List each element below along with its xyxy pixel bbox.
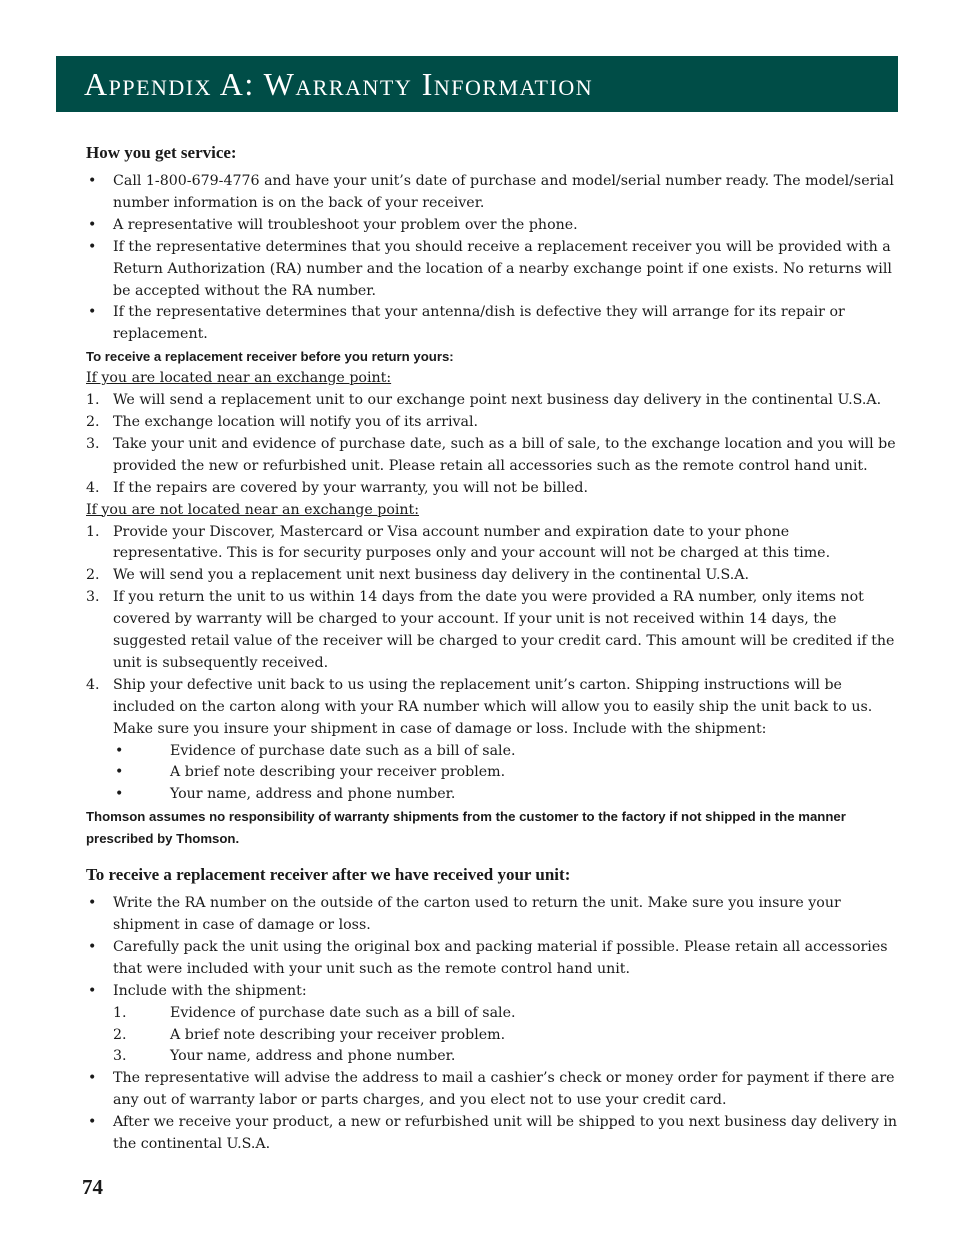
- numbered-item-text: We will send you a replacement unit next business day delivery in the continental U.S.A.: [113, 567, 750, 584]
- list-item: [86, 1068, 898, 1112]
- page-title: Appendix A: Warranty Information: [84, 65, 594, 102]
- numbered-item: [86, 390, 898, 412]
- bullet-marker: •: [88, 238, 97, 255]
- numbered-item: [86, 478, 898, 500]
- sub-list-item: [86, 1046, 898, 1068]
- list-item: [86, 893, 898, 937]
- number-marker: 2.: [86, 567, 100, 584]
- subsection-label-not-near-exchange: If you are not located near an exchange point:: [86, 501, 420, 518]
- sub-list-item-text: Evidence of purchase date such as a bill of sale.: [170, 742, 516, 759]
- bullet-marker: •: [88, 1070, 97, 1087]
- sub-list-item: [86, 784, 898, 806]
- number-marker: 2.: [113, 1026, 127, 1043]
- bullet-marker: •: [88, 938, 97, 955]
- number-marker: 3.: [113, 1048, 127, 1065]
- numbered-item-text: Take your unit and evidence of purchase date, such as a bill of sale, to the exchange location and you will be provided the new or refurbished unit. Please retain all accessories such as the remote control hand unit.: [113, 435, 896, 474]
- subsection-label-near-exchange: If you are located near an exchange point:: [86, 370, 392, 387]
- list-item: [86, 237, 898, 303]
- number-marker: 1.: [86, 392, 100, 409]
- numbered-item: [86, 587, 898, 675]
- number-marker: 4.: [86, 676, 100, 693]
- number-marker: 4.: [86, 479, 100, 496]
- list-item-text: If the representative determines that you should receive a replacement receiver you will be provided with a Return Authorization (RA) number and the location of a nearby exchange point if one exists. No returns will be accepted without the RA number.: [113, 238, 892, 299]
- number-marker: 3.: [86, 589, 100, 606]
- numbered-item-text: The exchange location will notify you of its arrival.: [113, 413, 479, 430]
- list-item-text: Write the RA number on the outside of the carton used to return the unit. Make sure you insure your shipment in case of damage or loss.: [113, 895, 841, 933]
- title-banner: [56, 56, 898, 112]
- number-marker: 1.: [86, 523, 100, 540]
- sub-list-item-text: A brief note describing your receiver problem.: [170, 764, 506, 781]
- number-marker: 1.: [113, 1004, 127, 1021]
- section-heading-how-to-get-service: How you get service:: [86, 143, 237, 162]
- list-item: [86, 1112, 898, 1156]
- bullet-marker: •: [88, 173, 97, 189]
- numbered-item: [86, 412, 898, 434]
- sub-list-item-text: Your name, address and phone number.: [170, 786, 456, 803]
- list-item-text: Carefully pack the unit using the original box and packing material if possible. Please retain all accessories that were included with your unit such as the remote control hand unit.: [113, 938, 888, 977]
- bullet-marker: •: [115, 764, 124, 781]
- sub-list-item-text: Evidence of purchase date such as a bill of sale.: [170, 1004, 516, 1021]
- list-item-text: A representative will troubleshoot your problem over the phone.: [113, 216, 578, 233]
- disclaimer: Thomson assumes no responsibility of warranty shipments from the customer to the factory if not shipped in the manner prescribed by Thomson.: [86, 809, 846, 847]
- sub-list-item-text: Your name, address and phone number.: [170, 1048, 456, 1065]
- list-item-text: After we receive your product, a new or refurbished unit will be shipped to you next business day delivery in the continental U.S.A.: [113, 1114, 898, 1153]
- bullet-marker: •: [88, 216, 97, 233]
- numbered-item: [86, 565, 898, 587]
- list-item-text: Include with the shipment:: [113, 982, 307, 999]
- bullet-marker: •: [88, 1114, 97, 1131]
- number-marker: 3.: [86, 435, 100, 452]
- list-item: [86, 302, 898, 346]
- numbered-item: [86, 522, 898, 566]
- bullet-marker: •: [88, 895, 97, 912]
- numbered-item-text: We will send a replacement unit to our exchange point next business day delivery in the continental U.S.A.: [113, 392, 882, 409]
- list-item-text: Call 1-800-679-4776 and have your unit’s date of purchase and model/serial number ready. The model/serial number information is on the back of your receiver.: [113, 173, 894, 211]
- list-item: [86, 171, 898, 215]
- list-item-text: The representative will advise the address to mail a cashier’s check or money order for payment if there are any out of warranty labor or parts charges, and you elect not to use your credit card.: [113, 1070, 895, 1109]
- bullet-marker: •: [115, 786, 124, 803]
- sub-list-item: [86, 1003, 898, 1025]
- page-content: [86, 141, 898, 1156]
- sub-list-item: [86, 741, 898, 763]
- numbered-item-text: If the repairs are covered by your warranty, you will not be billed.: [113, 479, 588, 496]
- numbered-item-text: Ship your defective unit back to us using the replacement unit’s carton. Shipping instructions will be included on the carton along with your RA number which will allow you to easily ship the unit back to us. Make sure you insure your shipment in case of damage or loss. Include with the shipment:: [113, 676, 873, 737]
- number-marker: 2.: [86, 413, 100, 430]
- page-number: 74: [82, 1175, 103, 1199]
- numbered-item-text: Provide your Discover, Mastercard or Visa account number and expiration date to your phone representative. This is for security purposes only and your account will not be charged at this time.: [113, 523, 831, 562]
- numbered-item: [86, 434, 898, 478]
- bullet-marker: •: [88, 304, 97, 321]
- numbered-item: [86, 675, 898, 741]
- sub-list-item: [86, 762, 898, 784]
- section-heading-after-receipt: To receive a replacement receiver after we have received your unit:: [86, 865, 571, 885]
- list-item: [86, 215, 898, 237]
- bullet-marker: •: [88, 982, 97, 999]
- bullet-marker: •: [115, 742, 124, 759]
- subheading-before-return: To receive a replacement receiver before you return yours:: [86, 349, 454, 365]
- sub-list-item: [86, 1025, 898, 1047]
- list-item: [86, 981, 898, 1003]
- sub-list-item-text: A brief note describing your receiver problem.: [170, 1026, 506, 1043]
- numbered-item-text: If you return the unit to us within 14 days from the date you were provided a RA number, only items not covered by warranty will be charged to your account. If your unit is not received within 14 days, the suggested retail value of the receiver will be charged to your credit card. This amount will be credited if the unit is subsequently received.: [113, 589, 895, 671]
- list-item-text: If the representative determines that your antenna/dish is defective they will arrange for its repair or replacement.: [113, 304, 845, 343]
- list-item: [86, 937, 898, 981]
